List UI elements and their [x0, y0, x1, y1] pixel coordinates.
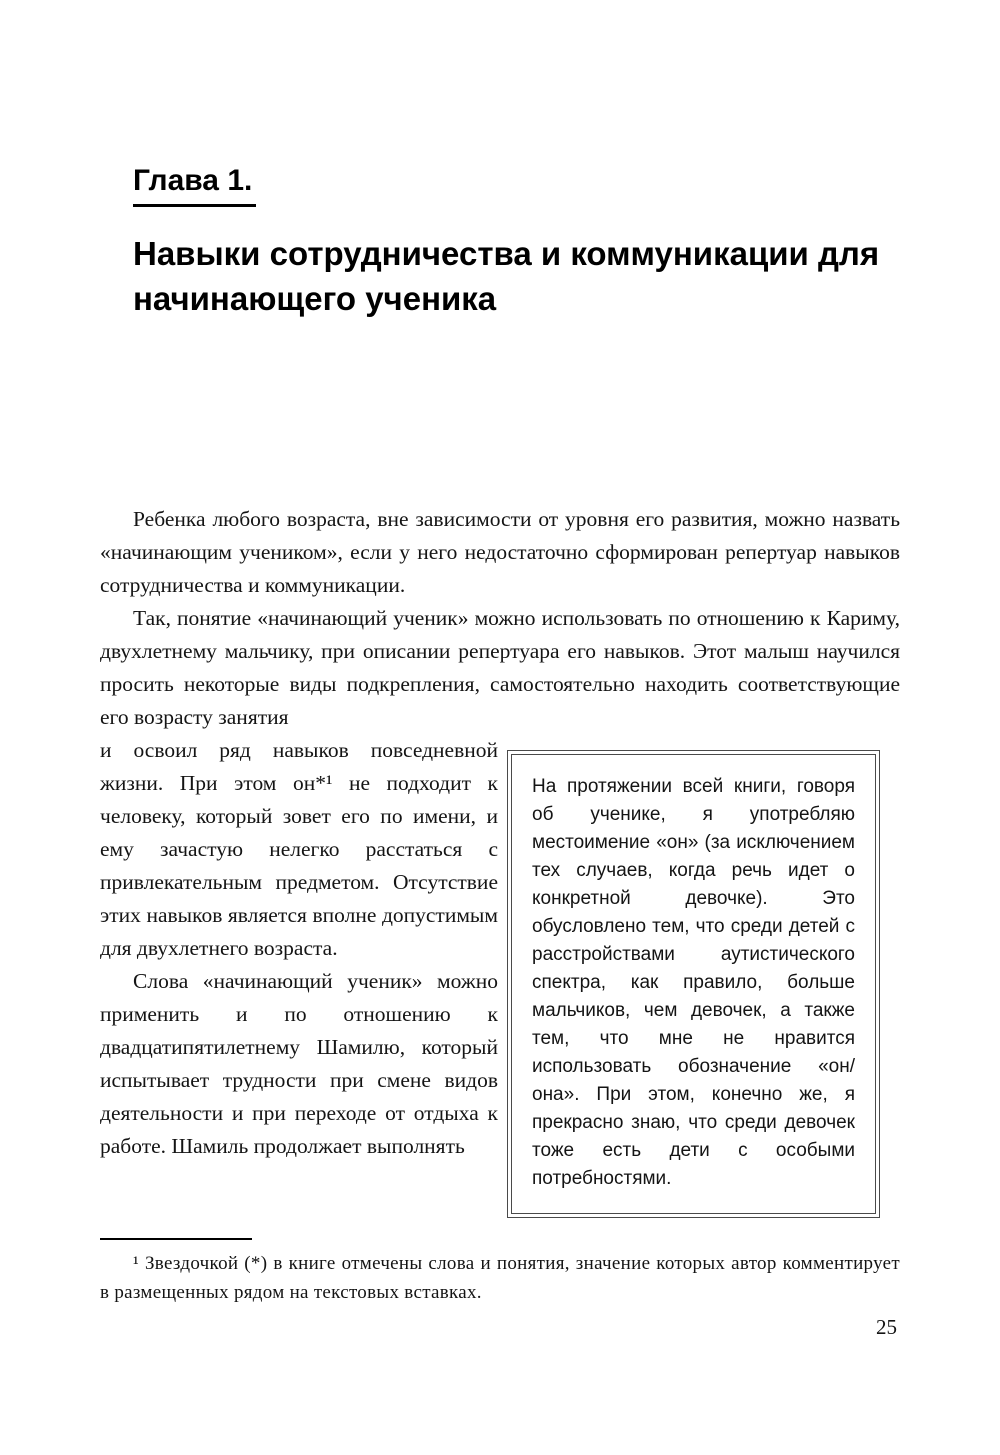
footnote-divider: [100, 1238, 252, 1240]
body-text: [100, 503, 900, 1218]
callout-text: На протяжении всей книги, говоря об ученике, я употребляю местоимение «он» (за исключением тех случаев, когда речь идет о конкретной девочке). Это обусловлено тем, что среди детей с расстройствами аутистического спектра, как правило, больше мальчиков, чем девочек, а также тем, что мне не нравится использовать обозначение «он/она». При этом, конечно же, я прекрасно знаю, что среди девочек тоже есть дети с особыми потребностями.: [532, 776, 855, 1189]
callout-box-inner-frame: [511, 754, 876, 1214]
paragraph: и освоил ряд навыков повседневной жизни. При этом он*¹ не подходит к человеку, который зовет его по имени, и ему зачастую нелегко расстаться с привлекательным предметом. Отсутствие этих навыков является вполне допустимым для двухлетнего возраста.: [100, 738, 498, 960]
footnote-area: [100, 1238, 900, 1307]
paragraph: Слова «начинающий ученик» можно применить и по отношению к двадцатипятилетнему Шамилю, который испытывает трудности при смене видов деятельности и при переходе от отдыха к работе. Шамиль продолжает выполнять: [100, 969, 498, 1158]
chapter-label: Глава 1.: [133, 163, 256, 207]
chapter-header: [100, 0, 900, 321]
callout-box: [507, 750, 880, 1218]
page-number: 25: [876, 1315, 897, 1339]
narrow-text-column: [100, 734, 498, 1163]
paragraph: Ребенка любого возраста, вне зависимости от уровня его развития, можно назвать «начинающим учеником», если у него недостаточно сформирован репертуар навыков сотрудничества и коммуникации.: [100, 507, 900, 597]
paragraph: Так, понятие «начинающий ученик» можно использовать по отношению к Кариму, двухлетнему мальчику, при описании репертуара его навыков. Этот малыш научился просить некоторые виды подкрепления, самостоятельно находить соответствующие его возрасту занятия: [100, 606, 900, 729]
footnote-text: ¹ Звездочкой (*) в книге отмечены слова и понятия, значение которых автор комментирует в размещенных рядом на текстовых вставках.: [100, 1253, 900, 1303]
text-callout-row: [100, 734, 900, 1218]
chapter-title: Навыки сотрудничества и коммуникации для начинающего ученика: [133, 235, 880, 317]
